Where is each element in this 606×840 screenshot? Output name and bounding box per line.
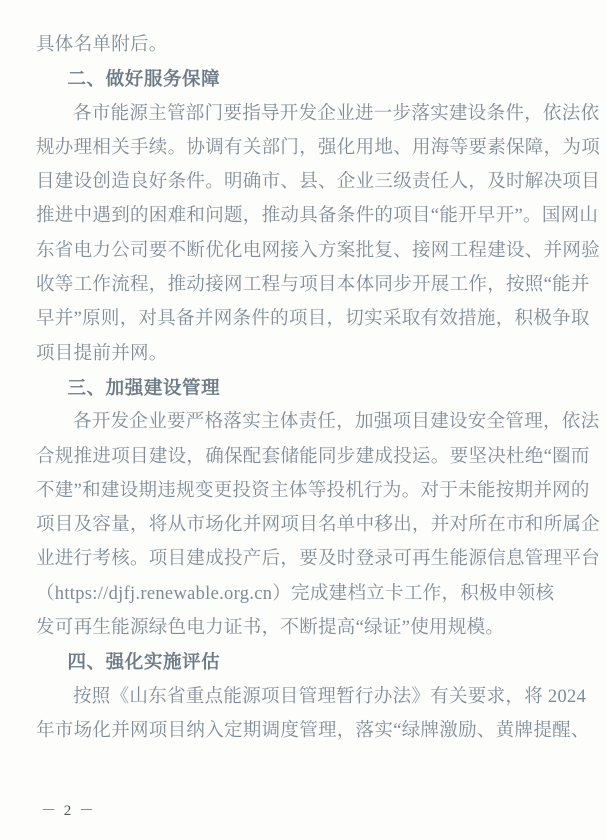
text-line: 业进行考核。项目建成投产后，要及时登录可再生能源信息管理平台 [36,549,601,570]
section-heading-2: 二、做好服务保障 [67,68,221,90]
section-heading-3: 三、加强建设管理 [67,376,221,398]
text-line: 东省电力公司要不断优化电网接入方案批复、接网工程建设、并网验 [36,240,601,261]
text-line: 发可再生能源绿色电力证书，不断提高“绿证”使用规模。 [36,618,505,639]
text-line: 推进中遇到的困难和问题，推动具备条件的项目“能开早开”。国网山 [36,206,599,227]
text-line: 项目提前并网。 [36,343,168,364]
text-line: 目建设创造良好条件。明确市、县、企业三级责任人，及时解决项目 [36,172,601,193]
text-line: 具体名单附后。 [36,35,168,55]
page-number: － 2 － [41,803,97,819]
text-line: 各开发企业要严格落实主体责任，加强项目建设安全管理，依法 [73,412,600,433]
section-heading-4: 四、强化实施评估 [67,651,221,673]
document-body [36,28,601,748]
text-line: 收等工作流程，推动接网工程与项目本体同步开展工作，按照“能并 [36,275,590,296]
text-line: 规办理相关手续。协调有关部门，强化用地、用海等要素保障，为项 [36,137,601,158]
text-line: 按照《山东省重点能源项目管理暂行办法》有关要求，将 2024 [73,686,587,707]
text-line-url: （https://djfj.renewable.org.cn）完成建档立卡工作，积极申领核 [36,583,555,604]
text-line: 年市场化并网项目纳入定期调度管理，落实“绿牌激励、黄牌提醒、 [36,720,590,741]
text-line: 合规推进项目建设，确保配套储能同步建成投运。要坚决杜绝“圈而 [36,446,590,467]
text-line: 项目及容量，将从市场化并网项目名单中移出，并对所在市和所属企 [36,515,601,536]
text-line: 早并”原则，对具备并网条件的项目，切实采取有效措施，积极争取 [36,309,590,330]
text-line: 不建”和建设期违规变更投资主体等投机行为。对于未能按期并网的 [36,480,590,501]
text-line: 各市能源主管部门要指导开发企业进一步落实建设条件，依法依 [73,103,600,124]
